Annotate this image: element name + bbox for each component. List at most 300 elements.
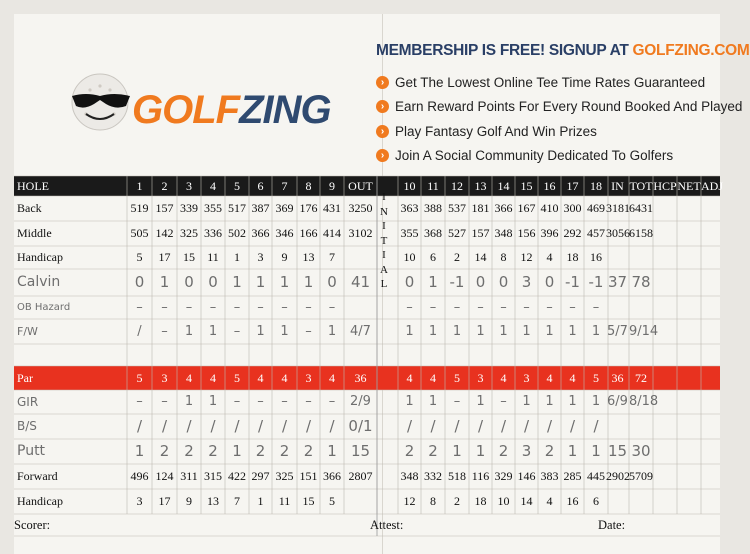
score-cell: 6/9 (607, 394, 628, 409)
score-cell: – (453, 300, 461, 315)
score-cell: 15 (183, 250, 195, 264)
score-cell: / (137, 324, 142, 339)
row-label: Forward (17, 469, 58, 483)
score-cell: 396 (540, 226, 559, 240)
score-cell: 346 (275, 226, 294, 240)
score-cell: 1 (208, 394, 218, 409)
score-cell: / (186, 417, 192, 435)
header-hole-number: 15 (520, 179, 533, 193)
score-cell: / (500, 417, 507, 435)
header-hole-number: 11 (427, 179, 439, 193)
arrow-right-circle-icon: › (376, 149, 389, 162)
header-hole-number: 18 (590, 179, 602, 193)
score-cell: – (569, 300, 576, 315)
score-cell: 3250 (348, 201, 373, 215)
score-cell: 4 (329, 371, 335, 385)
score-cell: 0 (544, 273, 555, 291)
score-cell: 445 (587, 469, 605, 483)
score-cell: – (305, 324, 312, 339)
row-label: B/S (17, 419, 37, 433)
score-cell: 151 (299, 469, 318, 483)
score-cell: 332 (424, 469, 442, 483)
score-cell: 1 (567, 442, 578, 460)
score-cell: 7 (329, 250, 335, 264)
score-cell: 518 (448, 469, 466, 483)
score-cell: 8 (500, 250, 507, 264)
score-cell: 1 (184, 324, 194, 339)
score-cell: 414 (323, 226, 341, 240)
score-cell: 0 (184, 273, 194, 291)
score-cell: 1 (428, 324, 438, 339)
scorer-label: Scorer: (14, 518, 51, 532)
score-cell: / (406, 417, 413, 435)
score-cell: / (523, 417, 530, 435)
score-cell: 4/7 (350, 324, 371, 339)
score-cell: / (329, 417, 335, 435)
score-cell: 469 (587, 201, 605, 215)
score-cell: 4 (500, 371, 507, 385)
header-hole-number: 5 (234, 179, 240, 193)
score-cell: 5 (136, 371, 143, 385)
score-cell: 15 (607, 442, 628, 460)
score-cell: 1 (476, 394, 485, 409)
score-cell: 519 (130, 201, 149, 215)
score-cell: 18 (474, 494, 487, 508)
score-cell: – (257, 394, 264, 409)
score-cell: 13 (207, 494, 219, 508)
score-cell: 2 (303, 442, 314, 460)
score-cell: 1 (405, 394, 414, 409)
score-cell: 72 (635, 371, 647, 385)
score-cell: 8 (430, 494, 436, 508)
score-cell: 4 (281, 371, 288, 385)
score-cell: – (233, 300, 241, 315)
score-cell: 0 (404, 273, 415, 291)
score-cell: 1 (405, 324, 414, 339)
promo-item: › Play Fantasy Golf And Win Prizes (376, 119, 742, 144)
score-cell: 1 (232, 273, 242, 291)
score-cell: 2 (454, 250, 460, 264)
score-cell: – (453, 394, 461, 409)
score-cell: 16 (590, 250, 602, 264)
score-cell: – (161, 300, 168, 315)
score-cell: 292 (563, 226, 582, 240)
score-cell: 325 (180, 226, 198, 240)
score-cell: 1 (159, 273, 170, 291)
score-cell: 14 (520, 494, 533, 508)
score-cell: 78 (631, 273, 651, 291)
promo-item: › Earn Reward Points For Every Round Booked And Played (376, 95, 742, 120)
score-cell: – (233, 324, 241, 339)
score-cell: 1 (428, 394, 438, 409)
score-cell: 146 (517, 469, 536, 483)
row-label: GIR (17, 395, 39, 409)
score-cell: 11 (207, 250, 219, 264)
score-cell: 0/1 (348, 417, 373, 435)
score-cell: 315 (204, 469, 222, 483)
header-hole-number: 2 (161, 179, 168, 193)
score-cell: 11 (278, 494, 291, 508)
score-cell: 1 (452, 442, 462, 460)
score-cell: 502 (228, 226, 246, 240)
initial-column (377, 190, 391, 292)
header-net: NET (677, 179, 701, 193)
score-cell: 1 (257, 494, 264, 508)
score-cell: 5/7 (607, 324, 628, 339)
score-cell: 9 (281, 250, 288, 264)
row-label: Handicap (17, 250, 63, 264)
score-cell: 2902 (606, 469, 630, 483)
score-cell: 410 (540, 201, 559, 215)
score-cell: / (281, 417, 288, 435)
score-cell: 4 (546, 250, 553, 264)
score-cell: -1 (449, 273, 465, 291)
score-cell: 1 (545, 324, 554, 339)
score-cell: / (546, 417, 553, 435)
score-cell: 496 (130, 469, 149, 483)
initial-letter: I (382, 249, 386, 261)
attest-label: Attest: (370, 518, 404, 532)
score-cell: 366 (323, 469, 341, 483)
score-cell: 1 (475, 442, 486, 460)
score-cell: 2 (544, 442, 555, 460)
header-hole-number: 12 (451, 179, 463, 193)
score-cell: 12 (520, 250, 533, 264)
score-cell: 3 (521, 273, 532, 291)
score-cell: 388 (424, 201, 442, 215)
score-cell: – (305, 394, 312, 409)
score-cell: – (233, 394, 241, 409)
score-cell: 2 (498, 442, 509, 460)
score-cell: – (477, 300, 484, 315)
score-cell: / (569, 417, 576, 435)
score-cell: 1 (327, 324, 337, 339)
score-cell: 3056 (606, 226, 630, 240)
score-cell: 297 (251, 469, 270, 483)
score-cell: 457 (587, 226, 605, 240)
header-hole-number: 3 (186, 179, 192, 193)
score-cell: 156 (517, 226, 536, 240)
score-cell: 1 (280, 324, 289, 339)
score-cell: 36 (354, 371, 367, 385)
initial-letter: N (380, 205, 388, 218)
score-cell: – (209, 300, 217, 315)
score-cell: 1 (232, 442, 242, 460)
score-cell: – (429, 300, 437, 315)
score-cell: 366 (494, 201, 513, 215)
score-cell: 10 (403, 250, 416, 264)
score-cell: – (136, 394, 143, 409)
score-cell: 3 (257, 250, 264, 264)
score-cell: – (546, 300, 553, 315)
score-cell: – (257, 300, 264, 315)
score-cell: 5709 (629, 469, 653, 483)
score-cell: 0 (134, 273, 145, 291)
row-label: Handicap (17, 494, 63, 508)
score-cell: 348 (400, 469, 419, 483)
header-hole-number: 6 (257, 179, 264, 193)
score-cell: 383 (540, 469, 559, 483)
score-cell: 5 (454, 371, 460, 385)
score-cell: 2 (279, 442, 290, 460)
score-cell: – (523, 300, 530, 315)
score-cell: 527 (448, 226, 466, 240)
score-cell: 30 (631, 442, 651, 460)
header-out: OUT (348, 179, 373, 193)
score-cell: 1 (499, 324, 508, 339)
row-label: Back (17, 201, 42, 215)
score-cell: 300 (563, 201, 582, 215)
score-cell: – (592, 300, 600, 315)
score-cell: / (593, 417, 599, 435)
score-cell: 422 (228, 469, 246, 483)
score-cell: 329 (494, 469, 513, 483)
row-label: OB Hazard (17, 302, 71, 313)
score-cell: 3102 (348, 226, 373, 240)
score-cell: 3 (523, 371, 530, 385)
score-cell: – (406, 300, 413, 315)
score-cell: – (281, 300, 288, 315)
score-cell: 505 (130, 226, 149, 240)
header-hole-number: 16 (543, 179, 556, 193)
header-hole-number: 1 (136, 179, 143, 193)
score-cell: 1 (568, 324, 577, 339)
score-cell: 10 (497, 494, 510, 508)
score-cell: 2807 (348, 469, 373, 483)
score-cell: 339 (180, 201, 198, 215)
score-cell: / (305, 417, 312, 435)
score-cell: 4 (546, 494, 553, 508)
score-cell: 2 (404, 442, 415, 460)
initial-letter: I (382, 220, 386, 232)
score-cell: 0 (475, 273, 486, 291)
score-cell: 3 (521, 442, 532, 460)
score-cell: 1 (591, 324, 601, 339)
score-cell: 1 (428, 273, 438, 291)
initial-letter: I (382, 191, 386, 203)
score-cell: 4 (430, 371, 436, 385)
score-cell: / (430, 417, 436, 435)
score-cell: – (185, 300, 193, 315)
score-cell: 7 (234, 494, 240, 508)
header-hole-number: 10 (403, 179, 416, 193)
score-cell: 311 (180, 469, 198, 483)
score-cell: 157 (155, 201, 174, 215)
score-cell: 4 (569, 371, 576, 385)
arrow-right-circle-icon: › (376, 100, 389, 113)
score-cell: 1 (522, 394, 531, 409)
score-cell: 14 (474, 250, 487, 264)
score-cell: 387 (251, 201, 270, 215)
score-cell: 15 (350, 442, 371, 460)
header-hole-number: 13 (474, 179, 487, 193)
row-label: F/W (17, 325, 38, 338)
score-cell: – (136, 300, 143, 315)
header-hole-label: HOLE (17, 179, 49, 193)
score-cell: 2 (208, 442, 218, 460)
score-cell: 1 (476, 324, 485, 339)
score-cell: 517 (228, 201, 246, 215)
score-cell: / (210, 417, 216, 435)
promo-title: MEMBERSHIP IS FREE! SIGNUP AT GOLFZING.COM (376, 42, 750, 59)
score-cell: 0 (208, 273, 218, 291)
score-cell: 2 (184, 442, 194, 460)
score-cell: 1 (234, 250, 240, 264)
score-cell: – (161, 324, 168, 339)
score-cell: 4 (546, 371, 553, 385)
score-cell: 15 (302, 494, 315, 508)
score-cell: 1 (134, 442, 145, 460)
score-cell: 431 (323, 201, 341, 215)
header-hole-number: 17 (566, 179, 579, 193)
promo-item: › Join A Social Community Dedicated To Golfers (376, 144, 742, 169)
score-cell: 6431 (629, 201, 653, 215)
score-cell: 1 (591, 442, 601, 460)
header-hole-number: 4 (210, 179, 216, 193)
score-cell: 355 (204, 201, 222, 215)
score-cell: 1 (208, 324, 218, 339)
score-cell: 1 (452, 324, 462, 339)
score-cell: 2 (159, 442, 170, 460)
score-cell: 41 (350, 273, 371, 291)
score-cell: 1 (184, 394, 194, 409)
score-cell: 8/18 (629, 394, 659, 409)
row-label: Calvin (17, 274, 61, 290)
arrow-right-circle-icon: › (376, 125, 389, 138)
score-cell: 17 (158, 250, 171, 264)
score-cell: 13 (302, 250, 315, 264)
score-cell: 18 (566, 250, 579, 264)
score-cell: / (161, 417, 168, 435)
score-cell: 6158 (629, 226, 653, 240)
score-cell: 4 (186, 371, 192, 385)
promo-item: › Get The Lowest Online Tee Time Rates Guaranteed (376, 70, 742, 95)
score-cell: 4 (210, 371, 216, 385)
row-label: Par (17, 371, 33, 385)
score-cell: – (328, 394, 336, 409)
score-cell: 6 (430, 250, 436, 264)
score-cell: 3 (305, 371, 312, 385)
score-cell: 36 (611, 371, 624, 385)
header-hole-number: 14 (497, 179, 510, 193)
row-label: Middle (17, 226, 52, 240)
score-cell: 2 (428, 442, 438, 460)
score-cell: / (454, 417, 460, 435)
score-cell: 3 (136, 494, 143, 508)
header-in: IN (611, 179, 624, 193)
score-cell: 1 (522, 324, 531, 339)
score-cell: 5 (234, 371, 240, 385)
score-cell: 176 (299, 201, 318, 215)
score-cell: – (305, 300, 312, 315)
score-cell: – (281, 394, 288, 409)
score-cell: 5 (329, 494, 335, 508)
initial-letter: A (380, 263, 388, 276)
score-cell: – (500, 300, 507, 315)
score-cell: – (500, 394, 507, 409)
header-adj: ADJ (701, 179, 724, 193)
score-cell: 1 (279, 273, 290, 291)
header-hole-number: 9 (329, 179, 335, 193)
score-cell: 12 (403, 494, 416, 508)
arrow-right-circle-icon: › (376, 76, 389, 89)
date-label: Date: (598, 518, 626, 532)
score-cell: 369 (275, 201, 294, 215)
score-cell: 124 (155, 469, 174, 483)
score-cell: 1 (255, 273, 266, 291)
score-cell: 16 (566, 494, 579, 508)
score-cell: 0 (327, 273, 337, 291)
initial-letter: L (380, 278, 388, 290)
score-cell: 3 (477, 371, 484, 385)
score-cell: 348 (494, 226, 513, 240)
score-cell: 4 (257, 371, 264, 385)
header-hole-number: 7 (281, 179, 288, 193)
score-cell: 537 (448, 201, 466, 215)
score-cell: 1 (545, 394, 554, 409)
score-cell: 6 (593, 494, 599, 508)
score-cell: 3181 (606, 201, 630, 215)
header-tot: TOT (629, 179, 653, 193)
score-cell: 1 (568, 394, 577, 409)
score-cell: 355 (400, 226, 419, 240)
score-cell: 285 (563, 469, 582, 483)
score-cell: 2 (454, 494, 460, 508)
score-cell: 166 (299, 226, 318, 240)
score-cell: 1 (591, 394, 601, 409)
score-cell: 0 (498, 273, 509, 291)
row-label: Putt (17, 443, 46, 459)
score-cell: 167 (517, 201, 536, 215)
score-cell: 142 (155, 226, 174, 240)
score-cell: 181 (471, 201, 490, 215)
score-cell: 5 (136, 250, 143, 264)
score-cell: 157 (471, 226, 490, 240)
score-cell: – (161, 394, 168, 409)
score-cell: 2/9 (350, 394, 371, 409)
score-cell: 363 (400, 201, 419, 215)
header-hole-number: 8 (305, 179, 312, 193)
score-cell: 5 (593, 371, 599, 385)
score-cell: 9/14 (629, 324, 659, 339)
score-cell: 2 (255, 442, 266, 460)
score-cell: 37 (607, 273, 628, 291)
score-cell: – (328, 300, 336, 315)
score-cell: 116 (471, 469, 490, 483)
scorecard (14, 14, 750, 554)
score-cell: / (136, 417, 143, 435)
score-cell: 1 (327, 442, 337, 460)
brand-logo: GOLFZING (132, 88, 331, 132)
score-cell: 4 (406, 371, 413, 385)
score-cell: -1 (565, 273, 580, 291)
score-cell: / (257, 417, 264, 435)
score-cell: 325 (275, 469, 294, 483)
score-cell: 9 (186, 494, 192, 508)
score-cell: 1 (256, 324, 265, 339)
header-hcp: HCP (653, 179, 677, 193)
score-cell: 366 (251, 226, 270, 240)
score-cell: / (234, 417, 240, 435)
score-cell: 1 (303, 273, 314, 291)
score-cell: 368 (424, 226, 442, 240)
score-cell: 17 (158, 494, 171, 508)
score-cell: / (477, 417, 484, 435)
score-cell: 336 (204, 226, 222, 240)
score-cell: -1 (588, 273, 604, 291)
initial-letter: T (380, 234, 388, 247)
score-cell: 3 (161, 371, 168, 385)
